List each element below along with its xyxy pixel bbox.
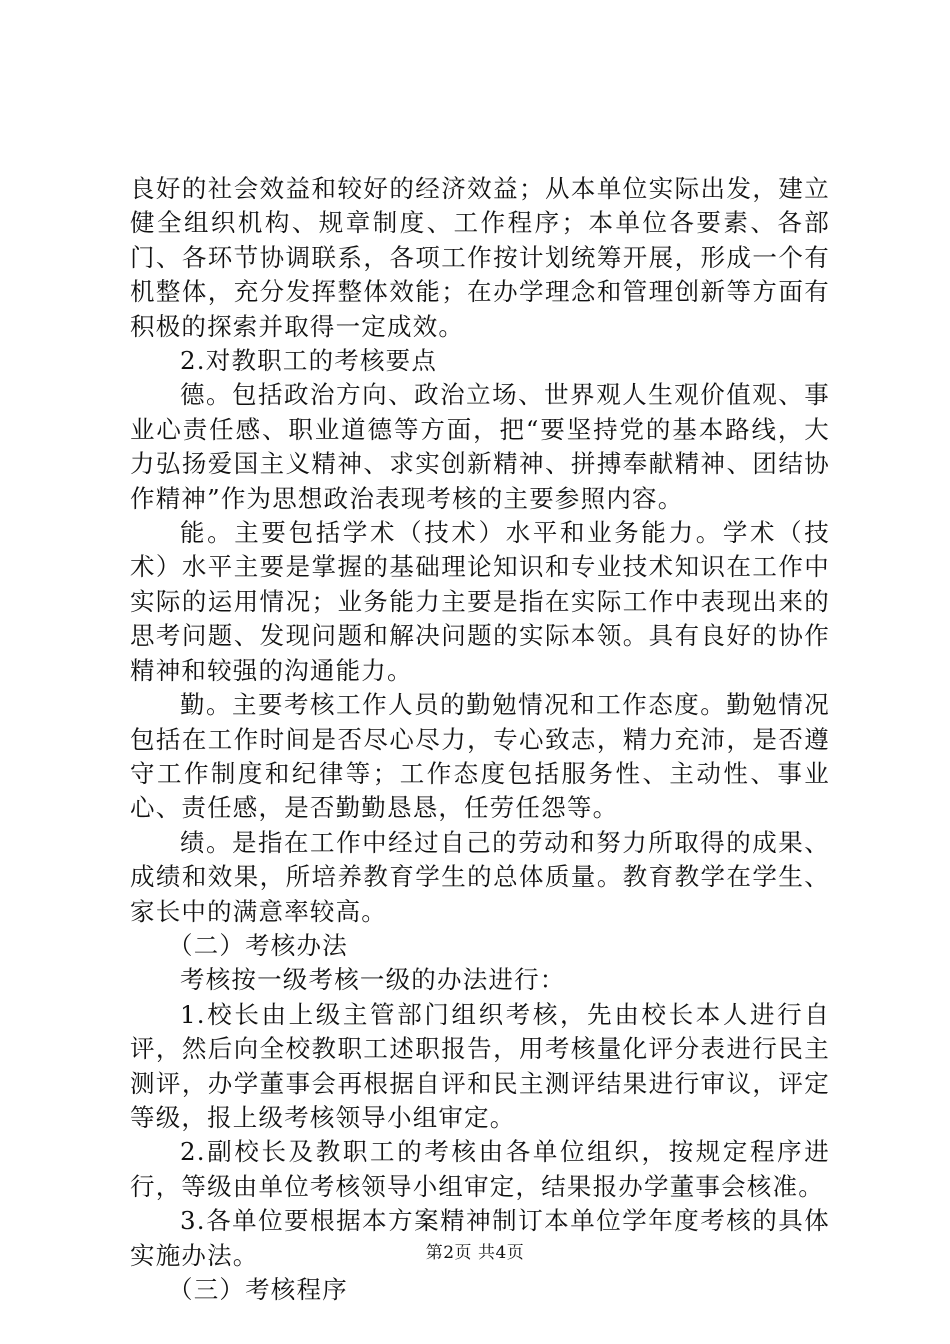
paragraph-method-intro: 考核按一级考核一级的办法进行：	[180, 965, 566, 995]
document-body	[130, 172, 830, 1307]
paragraph-method-1: 1.校长由上级主管部门组织考核，先由校长本人进行自评，然后向全校教职工述职报告，用考核量化评分表进行民主测评，办学董事会再根据自评和民主测评结果进行审议，评定等级，报上级考核领导小组审定。	[130, 999, 830, 1132]
heading-assessment-method: （二）考核办法	[168, 930, 348, 960]
heading-assessment-procedure: （三）考核程序	[168, 1275, 348, 1304]
page-number-footer: 第2页 共4页	[425, 1243, 525, 1263]
paragraph-diligence: 勤。主要考核工作人员的勤勉情况和工作态度。勤勉情况包括在工作时间是否尽心尽力，专心致志，精力充沛，是否遵守工作制度和纪律等；工作态度包括服务性、主动性、事业心、责任感，是否勤勤恳恳，任劳任怨等。	[130, 690, 830, 823]
heading-staff-assessment-points: 2.对教职工的考核要点	[180, 346, 438, 376]
paragraph-method-3: 3.各单位要根据本方案精神制订本单位学年度考核的具体实施办法。	[130, 1206, 830, 1270]
paragraph-achievement: 绩。是指在工作中经过自己的劳动和努力所取得的成果、成绩和效果，所培养教育学生的总体质量。教育教学在学生、家长中的满意率较高。	[130, 827, 830, 926]
paragraph-morality: 德。包括政治方向、政治立场、世界观人生观价值观、事业心责任感、职业道德等方面，把“要坚持党的基本路线，大力弘扬爱国主义精神、求实创新精神、拼搏奉献精神、团结协作精神”作为思想政治表现考核的主要参照内容。	[130, 380, 830, 513]
paragraph-continuation: 良好的社会效益和较好的经济效益；从本单位实际出发，建立健全组织机构、规章制度、工作程序；本单位各要素、各部门、各环节协调联系，各项工作按计划统筹开展，形成一个有机整体，充分发挥整体效能；在办学理念和管理创新等方面有积极的探索并取得一定成效。	[130, 174, 830, 341]
paragraph-method-2: 2.副校长及教职工的考核由各单位组织，按规定程序进行，等级由单位考核领导小组审定，结果报办学董事会核准。	[130, 1137, 830, 1201]
paragraph-ability: 能。主要包括学术（技术）水平和业务能力。学术（技术）水平主要是掌握的基础理论知识和专业技术知识在工作中实际的运用情况；业务能力主要是指在实际工作中表现出来的思考问题、发现问题和解决问题的实际本领。具有良好的协作精神和较强的沟通能力。	[130, 518, 830, 685]
